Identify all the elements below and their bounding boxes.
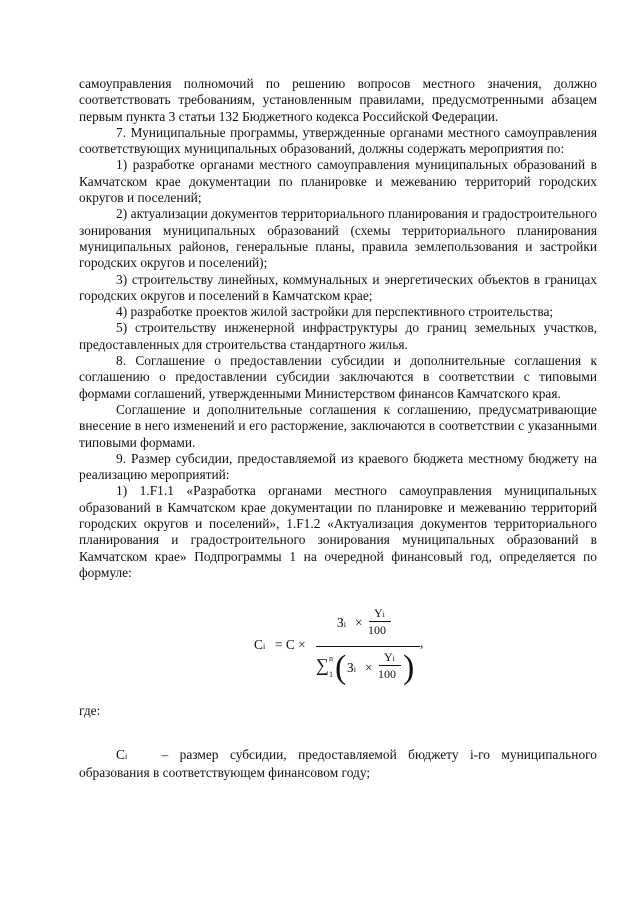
- formula-eq: = C ×: [275, 637, 306, 653]
- formula-sum-sup: n: [329, 654, 333, 664]
- formula-sum: ∑: [316, 655, 329, 676]
- formula-main-line: [316, 646, 420, 647]
- paragraph-item-9-subitem-1: 1) 1.F1.1 «Разработка органами местного самоуправления муниципальных образований в Камчатском крае документации по планировке и межеванию территорий городских округов и поселений», 1.F1.2 «Актуализация документов территориального планирования и градостроительного зонирования муниципальных образований в Камчатском крае» Подпрограммы 1 на очередной финансовый год, определяется по формуле:: [79, 483, 597, 580]
- formula-paren-close: ): [403, 649, 415, 687]
- formula-sum-sub: 1: [329, 670, 333, 680]
- paragraph-subitem-4: 4) разработке проектов жилой застройки для перспективного строительства;: [116, 304, 554, 320]
- formula-den-times: ×: [365, 660, 373, 676]
- formula-den-hundred: 100: [378, 667, 396, 682]
- formula-num-y: Yi: [374, 606, 385, 621]
- paragraph-subitem-2: 2) актуализации документов территориального планирования и градостроительного зонирования муниципальных образований (схемы территориального планирования муниципальных районов, генеральные планы, правила землепользования и застройки городских округов и поселений);: [79, 206, 597, 271]
- document-body: [79, 76, 597, 781]
- paragraph-agreement: Соглашение и дополнительные соглашения к соглашению, предусматривающие внесение в него изменений и его расторжение, заключаются в соответствии с указанными типовыми формами.: [79, 401, 597, 450]
- formula-paren-open: (: [335, 649, 347, 687]
- paragraph-subitem-5: 5) строительству инженерной инфраструктуры до границ земельных участков, предоставленных для строительства стандартного жилья.: [79, 320, 597, 352]
- paragraph-subitem-3: 3) строительству линейных, коммунальных и энергетических объектов в границах городских округов и поселений в Камчатском крае;: [79, 271, 597, 303]
- formula-lhs: Ci: [254, 637, 266, 653]
- formula-den-y: Yi: [384, 650, 395, 665]
- paragraph-item-9: 9. Размер субсидии, предоставляемой из краевого бюджета местному бюджету на реализацию мероприятий:: [79, 450, 597, 483]
- paragraph-item-7: 7. Муниципальные программы, утвержденные органами местного самоуправления соответствующих муниципальных образований, должны содержать мероприятия по:: [79, 124, 597, 157]
- formula-num-hundred: 100: [368, 623, 386, 638]
- paragraph-continuation: самоуправления полномочий по решению вопросов местного значения, должно соответствовать требованиям, установленным правилами, предусмотренными абзацем первым пункта 3 статьи 132 Бюджетного кодекса Российской Федерации.: [79, 76, 597, 124]
- where-label: где:: [79, 703, 101, 719]
- formula-num-var: Зi: [337, 615, 346, 631]
- paragraph-item-8: 8. Соглашение о предоставлении субсидии и дополнительные соглашения к соглашению о предоставлении субсидии заключаются в соответствии с типовыми формами соглашений, утвержденными Министерством финансов Камчатского края.: [79, 353, 597, 401]
- paragraph-subitem-1: 1) разработке органами местного самоуправления муниципальных образований в Камчатском крае документации по планировке и межеванию территорий городских округов и поселений;: [79, 157, 597, 206]
- formula-trailing-comma: ,: [420, 635, 424, 651]
- subsidy-formula: [79, 591, 597, 703]
- formula-num-times: ×: [355, 615, 363, 631]
- formula-den-var: Зi: [347, 660, 356, 676]
- definition-ci: Ci – размер субсидии, предоставляемой бюджету i-го муниципального образования в соответствующем финансовом году;: [79, 746, 597, 780]
